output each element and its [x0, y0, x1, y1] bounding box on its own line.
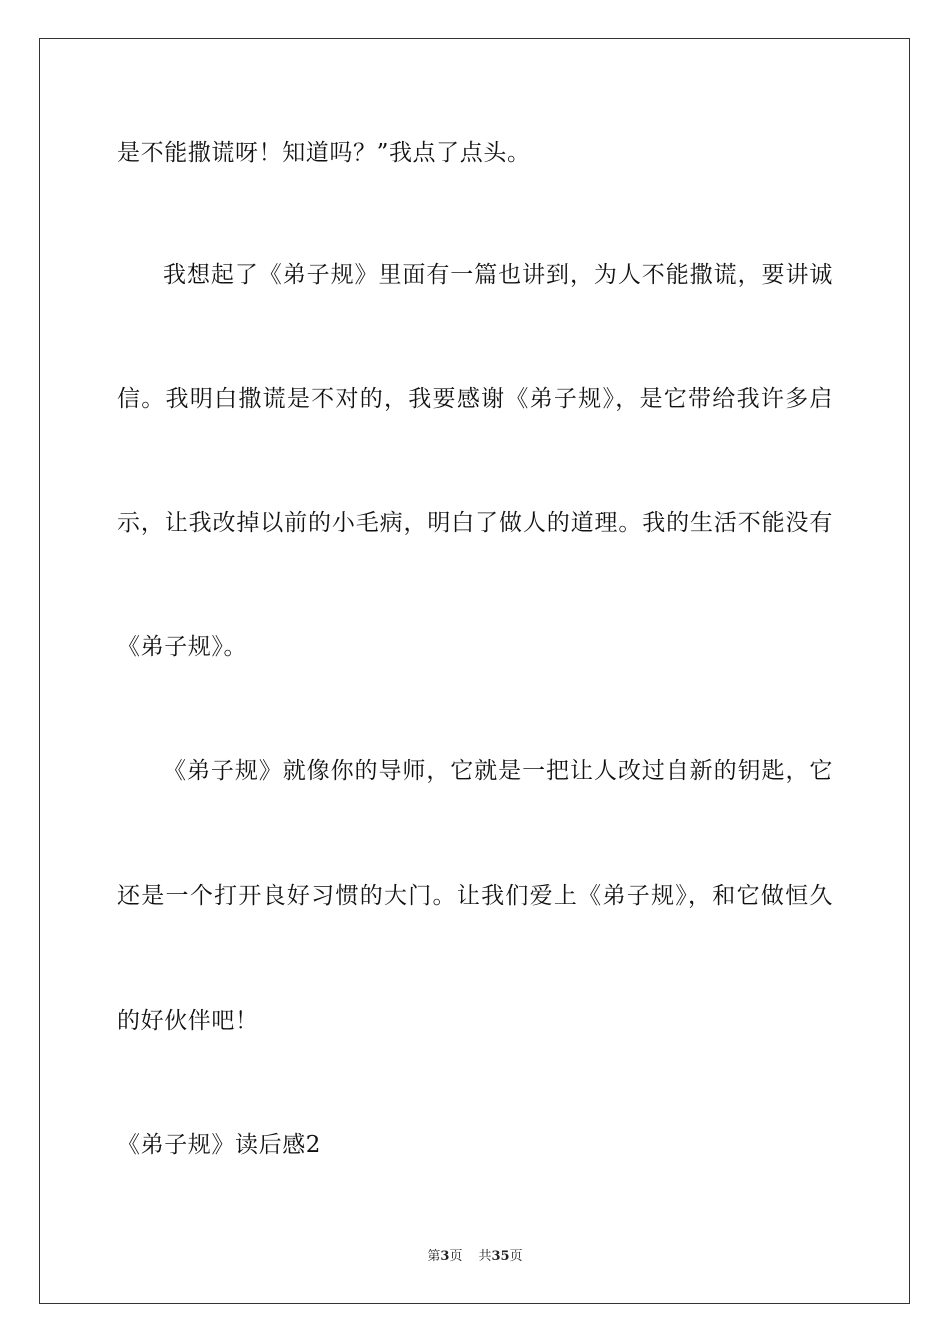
body-line-6: 《弟子规》就像你的导师，它就是一把让人改过自新的钥匙，它: [163, 758, 833, 784]
footer-page-prefix: 第: [427, 1249, 441, 1264]
body-line-1: 是不能撒谎呀！知道吗？”我点了点头。: [117, 140, 531, 166]
body-line-2: 我想起了《弟子规》里面有一篇也讲到，为人不能撒谎，要讲诚: [163, 262, 833, 288]
page-footer: [0, 1248, 950, 1266]
section-heading: 《弟子规》读后感2: [117, 1132, 322, 1158]
footer-page-current: 3: [440, 1249, 450, 1264]
footer-total-suffix: 页: [509, 1249, 523, 1264]
body-line-7: 还是一个打开良好习惯的大门。让我们爱上《弟子规》，和它做恒久: [117, 883, 833, 909]
body-line-4: 示，让我改掉以前的小毛病，明白了做人的道理。我的生活不能没有: [117, 510, 833, 536]
body-line-3: 信。我明白撒谎是不对的，我要感谢《弟子规》，是它带给我许多启: [117, 386, 833, 412]
footer-page-total: 35: [491, 1249, 510, 1264]
footer-page-suffix: 页: [449, 1249, 463, 1264]
page-border: [39, 38, 910, 1304]
body-line-5: 《弟子规》。: [117, 634, 248, 660]
footer-total-prefix: 共: [478, 1249, 492, 1264]
body-line-8: 的好伙伴吧！: [117, 1008, 259, 1034]
